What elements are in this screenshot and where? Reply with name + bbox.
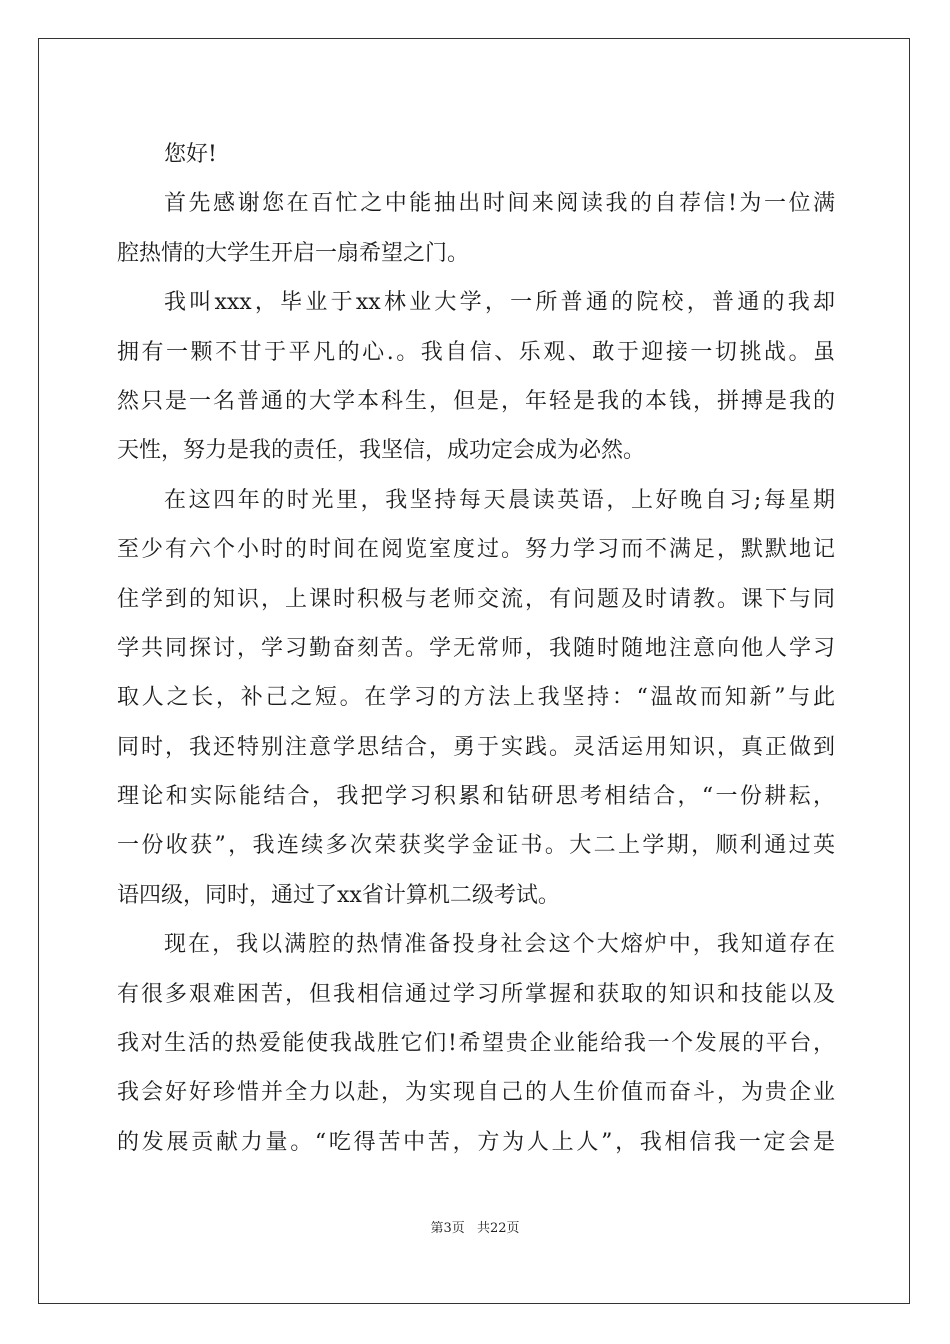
text-line: 在这四年的时光里，我坚持每天晨读英语，上好晚自习;每星期 bbox=[164, 487, 835, 513]
text-line: 然只是一名普通的大学本科生，但是，年轻是我的本钱，拼搏是我的 bbox=[117, 388, 835, 414]
text-line: 现在，我以满腔的热情准备投身社会这个大熔炉中，我知道存在 bbox=[164, 932, 835, 958]
text-line: 拥有一颗不甘于平凡的心.。我自信、乐观、敢于迎接一切挑战。虽 bbox=[117, 339, 835, 365]
text-line: 至少有六个小时的时间在阅览室度过。努力学习而不满足，默默地记 bbox=[117, 537, 835, 563]
text-line: 一份收获”，我连续多次荣获奖学金证书。大二上学期，顺利通过英 bbox=[117, 833, 835, 859]
text-line: 首先感谢您在百忙之中能抽出时间来阅读我的自荐信!为一位满 bbox=[164, 191, 835, 217]
text-line: 有很多艰难困苦，但我相信通过学习所掌握和获取的知识和技能以及 bbox=[117, 981, 835, 1007]
text-line: 理论和实际能结合，我把学习积累和钻研思考相结合，“一份耕耘， bbox=[117, 784, 835, 810]
text-line: 住学到的知识，上课时积极与老师交流，有问题及时请教。课下与同 bbox=[117, 586, 835, 612]
page-footer bbox=[0, 1217, 950, 1236]
text-line: 我会好好珍惜并全力以赴，为实现自己的人生价值而奋斗，为贵企业 bbox=[117, 1080, 835, 1106]
text-line: 同时，我还特别注意学思结合，勇于实践。灵活运用知识，真正做到 bbox=[117, 734, 835, 760]
text-line: 语四级，同时，通过了xx省计算机二级考试。 bbox=[117, 882, 560, 908]
text-line: 我对生活的热爱能使我战胜它们!希望贵企业能给我一个发展的平台， bbox=[117, 1031, 835, 1057]
page-number-current: 第3页 bbox=[430, 1221, 465, 1236]
text-line: 我叫xxx，毕业于xx林业大学，一所普通的院校，普通的我却 bbox=[164, 290, 835, 316]
text-line: 腔热情的大学生开启一扇希望之门。 bbox=[117, 240, 470, 266]
text-line: 天性，努力是我的责任，我坚信，成功定会成为必然。 bbox=[117, 438, 646, 464]
text-line: 的发展贡献力量。“吃得苦中苦，方为人上人”，我相信我一定会是 bbox=[117, 1129, 835, 1155]
text-line: 学共同探讨，学习勤奋刻苦。学无常师，我随时随地注意向他人学习 bbox=[117, 635, 835, 661]
page-number-total: 共22页 bbox=[476, 1221, 520, 1236]
text-line: 取人之长，补己之短。在学习的方法上我坚持：“温故而知新”与此 bbox=[117, 685, 835, 711]
letter-body bbox=[117, 130, 835, 1167]
text-line: 您好! bbox=[164, 142, 217, 167]
